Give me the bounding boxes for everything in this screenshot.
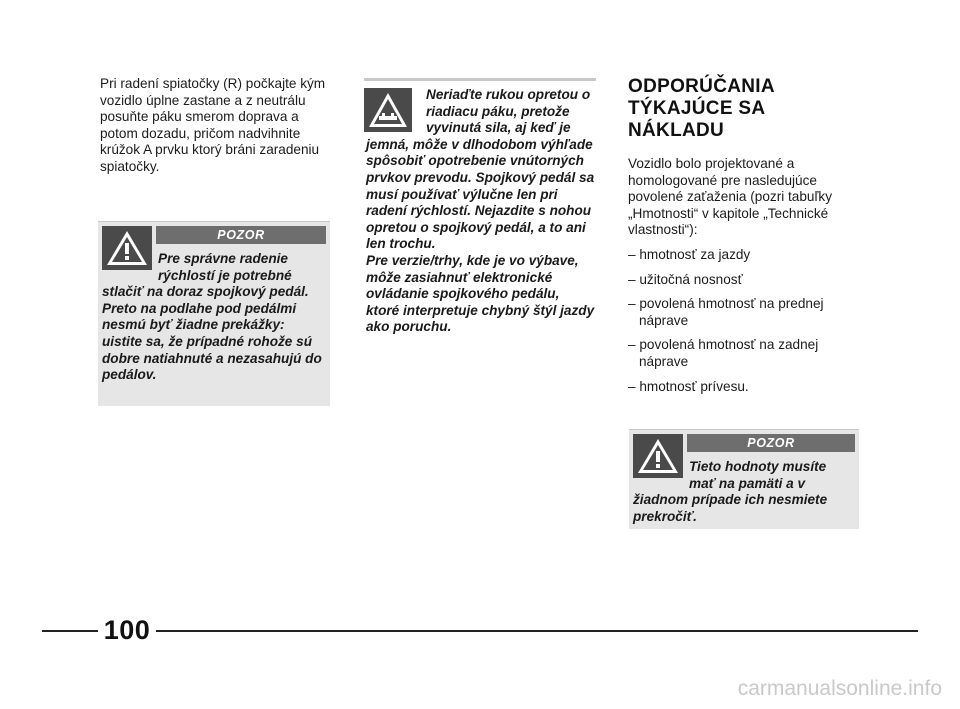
section-title-line1: ODPORÚČANIA <box>628 76 775 97</box>
warning-lead-text: Pre správne radenie rýchlostí je potrebné <box>158 251 292 283</box>
section-title-line2: TÝKAJÚCE SA NÁKLADU <box>628 98 765 141</box>
list-item: – povolená hmotnosť na zadnej nápravе <box>628 337 819 369</box>
load-list <box>628 247 863 395</box>
section-title <box>628 76 863 142</box>
warning-lead-text: Tieto hodnoty musíte mať na pamäti a v <box>689 459 827 491</box>
warning-header: POZOR <box>687 434 855 452</box>
footer-rule-left <box>42 630 98 632</box>
note-box-gear-lever <box>364 78 596 356</box>
note-text <box>366 87 596 336</box>
note-lead-text: Neriaďte rukou opretou o riadiacu páku, pretože vyvinutá sila, aj keď je <box>426 87 591 136</box>
list-item: – hmotnosť prívesu. <box>628 378 749 394</box>
list-item: – užitočná nosnosť <box>628 271 743 287</box>
warning-box-clutch <box>98 221 330 406</box>
warning-body-text: žiadnom prípade ich nesmiete prekročiť. <box>633 492 828 524</box>
list-item: – povolená hmotnosť na prednej nápravе <box>628 296 824 328</box>
list-item: – hmotnosť za jazdy <box>628 246 751 262</box>
warning-header: POZOR <box>156 226 326 244</box>
reverse-gear-paragraph: Pri radení spiatočky (R) počkajte kým vozidlo úplne zastane a z neutrálu posuňte páku smerom doprava a potom dozadu, pričom nadvihnite krúžok A prvku ktorý bráni zaradeniu spiatočky. <box>100 76 326 174</box>
column-right <box>628 76 863 403</box>
page-number: 100 <box>103 615 151 645</box>
warning-box-load-limits <box>629 429 859 529</box>
warning-text <box>633 459 855 525</box>
watermark: carmanualsonline.info <box>737 677 942 700</box>
column-left <box>100 76 340 176</box>
footer-rule-right <box>156 630 918 632</box>
note-extra-text: Pre verzie/trhy, kde je vo výbave, môže zasiahnuť elektronické ovládanie spojkového pedálu, ktoré interpretuje chybný štýl jazdy ako poruchu. <box>366 252 595 335</box>
warning-body-text: stlačiť na doraz spojkový pedál. Preto na podlahe pod pedálmi nesmú byť žiadne prekážky: uistite sa, že prípadné rohože sú dobre natiahnuté a nezasahujú do pedálov. <box>102 284 322 383</box>
note-body-text: jemná, môže v dlhodobom výhľade spôsobiť opotrebenie vnútorných prvkov prevodu. Spojkový pedál sa musí používať výlučne len pri radení rýchlostí. Nejazdite s nohou opretou o spojkový pedál, a to ani len trochu. <box>366 136 595 252</box>
warning-text <box>102 251 326 384</box>
load-intro-paragraph: Vozidlo bolo projektované a homologované pre nasledujúce povolené zaťaženia (pozri tabuľky „Hmotnosti“ v kapitole „Technické vlastnosti“): <box>628 156 833 238</box>
